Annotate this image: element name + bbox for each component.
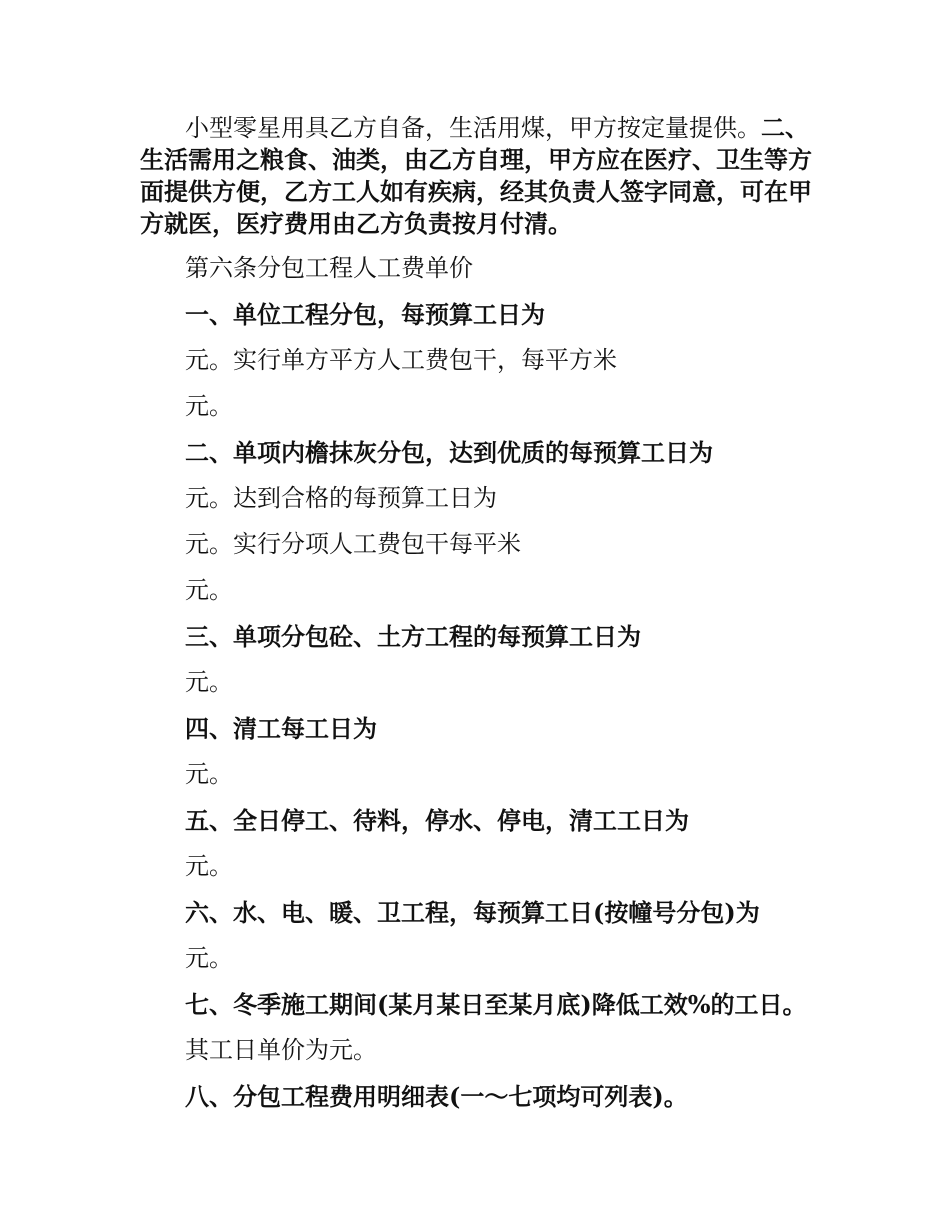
clause-7-price-line: 其工日单价为元。 (185, 1036, 377, 1064)
clause-2-contract-line: 元。实行分项人工费包干每平米 (185, 530, 521, 558)
clause-3-line: 三、单项分包砼、土方工程的每预算工日为 (185, 622, 641, 651)
clause-6-end-line: 元。 (185, 944, 233, 972)
clause-2-qualified-line: 元。达到合格的每预算工日为 (185, 484, 497, 512)
clause-5-end-line: 元。 (185, 852, 233, 880)
clause-1-line: 一、单位工程分包，每预算工日为 (185, 300, 545, 329)
intro-paragraph (140, 112, 830, 240)
article-heading: 第六条分包工程人工费单价 (185, 254, 473, 282)
clause-3-end-line: 元。 (185, 668, 233, 696)
clause-5-line: 五、全日停工、待料，停水、停电，清工工日为 (185, 806, 689, 835)
clause-7-line: 七、冬季施工期间(某月某日至某月底)降低工效%的工日。 (185, 990, 807, 1019)
clause-6-line: 六、水、电、暖、卫工程，每预算工日(按幢号分包)为 (185, 898, 760, 927)
intro-lead-text: 小型零星用具乙方自备，生活用煤，甲方按定量提供。 (185, 114, 761, 142)
clause-2-end-line: 元。 (185, 576, 233, 604)
clause-2-line: 二、单项内檐抹灰分包，达到优质的每预算工日为 (185, 438, 713, 467)
clause-4-line: 四、清工每工日为 (185, 714, 377, 743)
clause-8-line: 八、分包工程费用明细表(一～七项均可列表)。 (185, 1082, 688, 1111)
clause-4-end-line: 元。 (185, 760, 233, 788)
clause-1-end-line: 元。 (185, 392, 233, 420)
intro-bold-text: 二、生活需用之粮食、油类，由乙方自理，甲方应在医疗、卫生等方面提供方便，乙方工人如有疾病，经其负责人签字同意，可在甲方就医，医疗费用由乙方负责按月付清。 (140, 113, 812, 238)
clause-1-unit-price-line: 元。实行单方平方人工费包干，每平方米 (185, 346, 617, 374)
